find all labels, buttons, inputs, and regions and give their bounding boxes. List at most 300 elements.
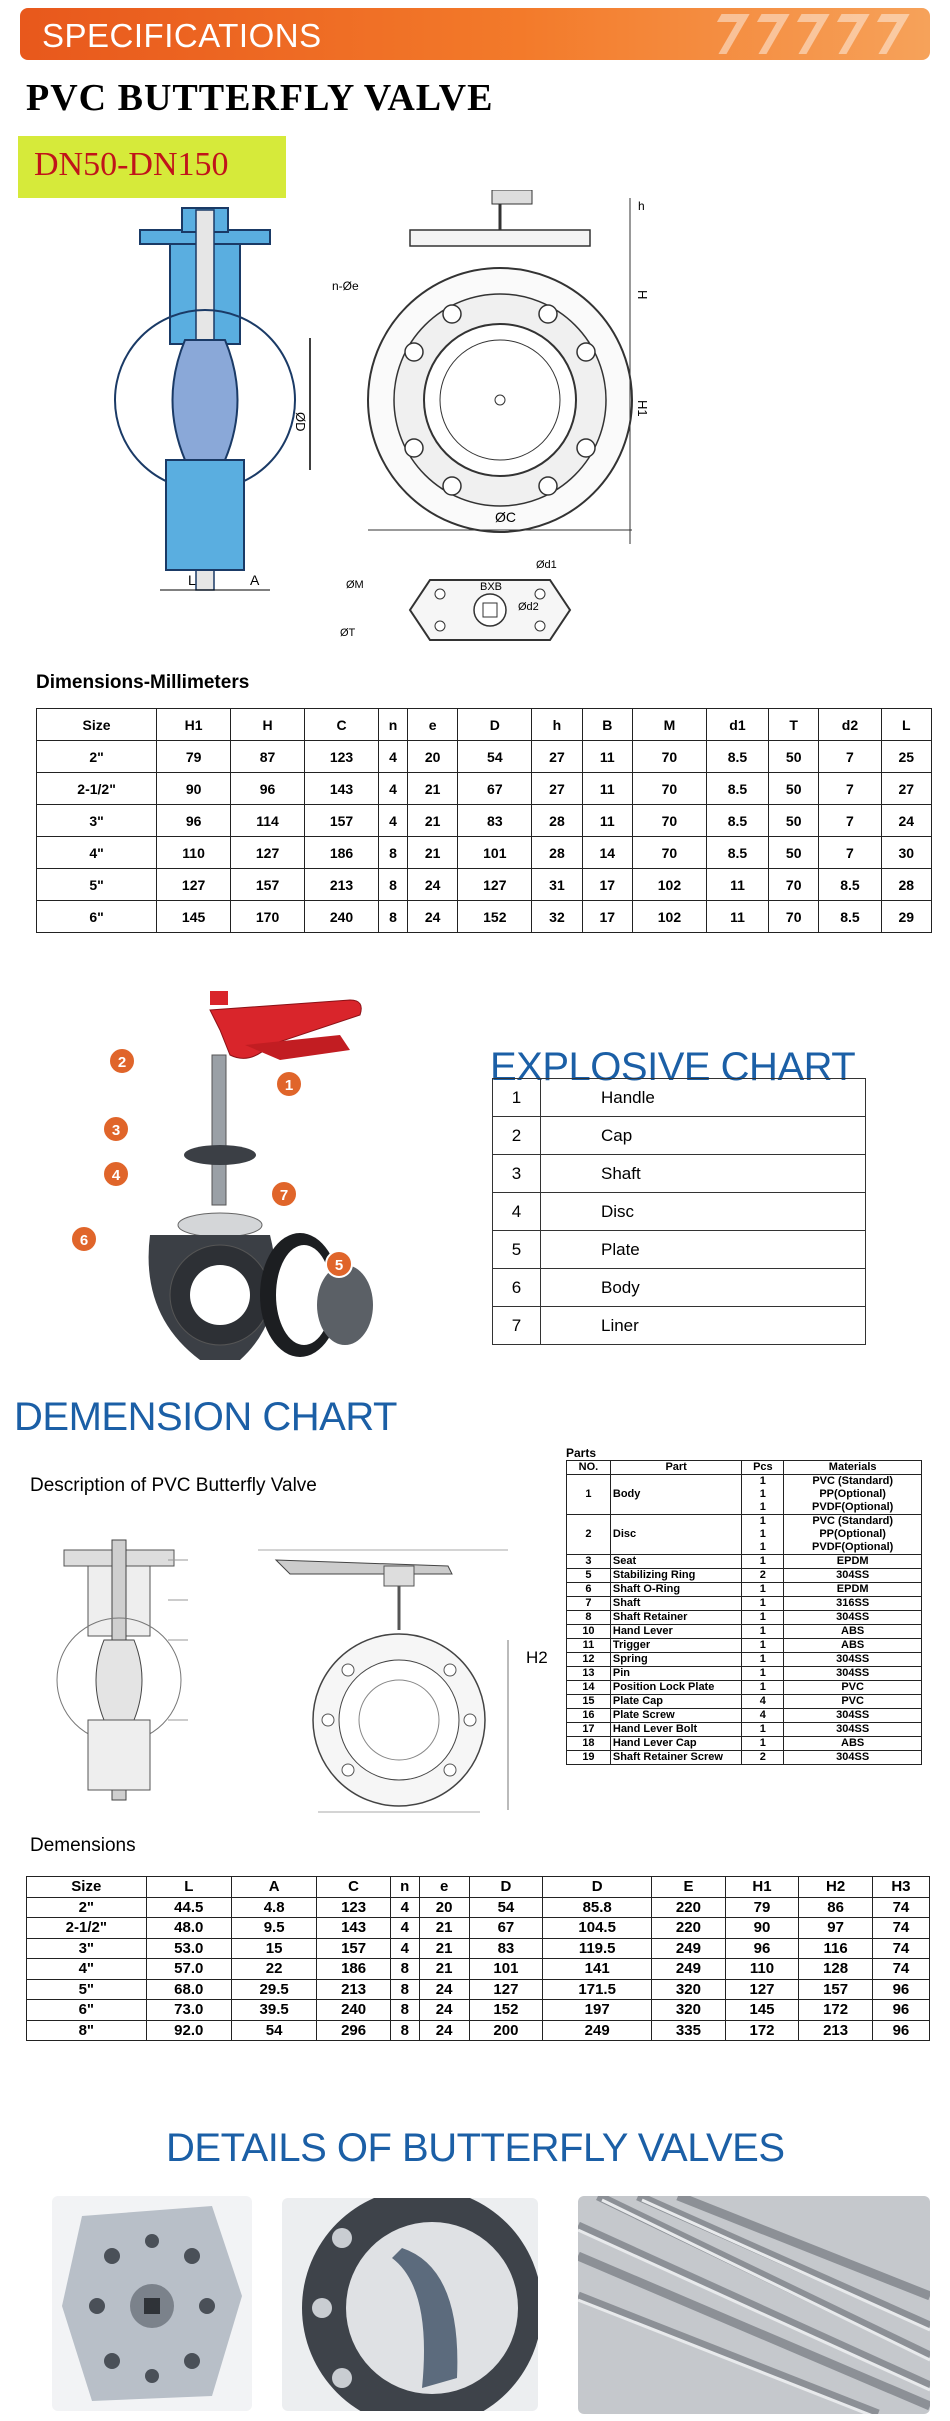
part-name: Plate Screw (610, 1709, 742, 1723)
table-cell: 4 (378, 805, 407, 837)
column-header: D (543, 1877, 652, 1898)
label-A: A (250, 572, 260, 588)
table-cell: 44.5 (146, 1897, 231, 1918)
dimensions2-table (26, 1876, 930, 2041)
material-value: EPDM (836, 1555, 869, 1567)
table-cell: 8.5 (706, 741, 768, 773)
table-cell: 4" (27, 1959, 147, 1980)
details-heading: DETAILS OF BUTTERFLY VALVES (166, 2126, 785, 2170)
specifications-banner (20, 8, 930, 60)
table-cell: 27 (532, 773, 582, 805)
label-C: ØC (495, 509, 516, 525)
side-section-view (115, 208, 310, 590)
table-cell: 335 (652, 2020, 726, 2041)
pcs-value: 1 (759, 1737, 766, 1749)
callout-badge: 2 (108, 1047, 136, 1075)
table-cell: 6" (37, 901, 157, 933)
table-cell: 11 (582, 805, 632, 837)
pcs-value: 1 (759, 1583, 766, 1595)
table-cell: 39.5 (231, 2000, 316, 2021)
table-cell: 240 (305, 901, 379, 933)
table-cell: 145 (725, 2000, 799, 2021)
list-item (493, 1307, 866, 1345)
table-cell: 2-1/2" (27, 1918, 147, 1939)
table-row (567, 1583, 922, 1597)
table-cell: 85.8 (543, 1897, 652, 1918)
table-cell: 240 (317, 2000, 391, 2021)
list-item (493, 1155, 866, 1193)
material-value: PP(Optional) (819, 1488, 886, 1500)
table-header-row (567, 1461, 922, 1475)
material-value: 304SS (836, 1667, 870, 1679)
table-cell: 119.5 (543, 1938, 652, 1959)
table-cell: 21 (408, 773, 458, 805)
table-cell: 200 (469, 2020, 543, 2041)
table-cell: 2" (27, 1897, 147, 1918)
table-cell: 50 (769, 805, 819, 837)
table-cell: 22 (231, 1959, 316, 1980)
table-cell: 172 (725, 2020, 799, 2041)
column-header: H2 (799, 1877, 873, 1898)
column-header: d2 (819, 709, 881, 741)
pcs-value: 4 (759, 1695, 766, 1707)
table-row (567, 1737, 922, 1751)
table-cell: 141 (543, 1959, 652, 1980)
column-header: H1 (157, 709, 231, 741)
part-name: Disc (541, 1193, 866, 1231)
material-value: PVDF(Optional) (812, 1541, 894, 1553)
table-cell: 186 (317, 1959, 391, 1980)
table-cell: 152 (469, 2000, 543, 2021)
part-name: Body (610, 1475, 742, 1515)
column-header: L (881, 709, 931, 741)
size-range-badge: DN50-DN150 (18, 136, 286, 198)
column-header: Pcs (742, 1461, 784, 1475)
front-flange-view (368, 190, 632, 544)
table-cell: 8 (390, 1959, 419, 1980)
part-material (784, 1515, 922, 1555)
material-value: 304SS (836, 1611, 870, 1623)
table-cell: 8 (390, 1979, 419, 2000)
part-pcs (742, 1681, 784, 1695)
pcs-value: 1 (759, 1625, 766, 1637)
part-pcs (742, 1597, 784, 1611)
table-cell: 152 (458, 901, 532, 933)
part-number: 4 (493, 1193, 541, 1231)
table-cell: 70 (769, 901, 819, 933)
label-d1: Ød1 (536, 559, 557, 571)
table-cell: 57.0 (146, 1959, 231, 1980)
table-cell: 8.5 (706, 805, 768, 837)
table-cell: 24 (419, 2000, 469, 2021)
list-item (493, 1193, 866, 1231)
table-cell: 74 (872, 1959, 929, 1980)
part-name: Stabilizing Ring (610, 1569, 742, 1583)
part-material (784, 1597, 922, 1611)
table-cell: 320 (652, 2000, 726, 2021)
table-row (567, 1695, 922, 1709)
part-material (784, 1737, 922, 1751)
table-cell: 67 (469, 1918, 543, 1939)
table-cell: 11 (706, 869, 768, 901)
table-cell: 7 (819, 741, 881, 773)
part-name: Plate Cap (610, 1695, 742, 1709)
list-item (493, 1231, 866, 1269)
column-header: D (469, 1877, 543, 1898)
table-row (27, 1897, 930, 1918)
pcs-value: 1 (759, 1515, 766, 1527)
list-item (493, 1079, 866, 1117)
table-header-row (37, 709, 932, 741)
table-header-row (27, 1877, 930, 1898)
column-header: n (378, 709, 407, 741)
part-material (784, 1569, 922, 1583)
part-name: Hand Lever Bolt (610, 1723, 742, 1737)
table-cell: 4 (390, 1938, 419, 1959)
table-row (567, 1639, 922, 1653)
column-header: e (419, 1877, 469, 1898)
table-cell: 170 (231, 901, 305, 933)
column-header: H3 (872, 1877, 929, 1898)
table-cell: 90 (725, 1918, 799, 1939)
table-cell: 8.5 (706, 773, 768, 805)
table-cell: 30 (881, 837, 931, 869)
table-cell: 116 (799, 1938, 873, 1959)
part-name: Liner (541, 1307, 866, 1345)
table-cell: 4 (390, 1918, 419, 1939)
part-name: Plate (541, 1231, 866, 1269)
table-row (37, 869, 932, 901)
table-cell: 3" (37, 805, 157, 837)
material-value: 304SS (836, 1709, 870, 1721)
part-name: Shaft Retainer (610, 1611, 742, 1625)
part-pcs (742, 1515, 784, 1555)
valve-technical-drawing (100, 190, 920, 660)
table-cell: 83 (458, 805, 532, 837)
label-BXB: BXB (480, 581, 503, 593)
parts-table (566, 1460, 922, 1765)
pcs-value: 1 (759, 1501, 766, 1513)
callout-layer (80, 975, 430, 1380)
part-name: Handle (541, 1079, 866, 1117)
product-title: PVC BUTTERFLY VALVE (26, 77, 494, 119)
table-cell: 2" (37, 741, 157, 773)
table-cell: 127 (231, 837, 305, 869)
demension-technical-drawing (28, 1520, 568, 1820)
part-material (784, 1611, 922, 1625)
label-ne: n-Øe (332, 279, 359, 293)
table-cell: 101 (458, 837, 532, 869)
table-cell: 249 (652, 1938, 726, 1959)
pcs-value: 1 (759, 1528, 766, 1540)
table-cell: 2-1/2" (37, 773, 157, 805)
material-value: PVDF(Optional) (812, 1501, 894, 1513)
part-pcs (742, 1667, 784, 1681)
material-value: 316SS (836, 1597, 870, 1609)
banner-title: SPECIFICATIONS (42, 17, 322, 54)
column-header: Size (27, 1877, 147, 1898)
table-cell: 7 (819, 773, 881, 805)
material-value: 304SS (836, 1569, 870, 1581)
pcs-value: 1 (759, 1555, 766, 1567)
table-cell: 213 (317, 1979, 391, 2000)
part-pcs (742, 1625, 784, 1639)
explosive-chart-heading: EXPLOSIVE CHART (490, 1045, 856, 1089)
material-value: 304SS (836, 1723, 870, 1735)
table-cell: 15 (231, 1938, 316, 1959)
table-cell: 25 (881, 741, 931, 773)
part-name: Hand Lever (610, 1625, 742, 1639)
material-value: 304SS (836, 1751, 870, 1763)
pcs-value: 1 (759, 1611, 766, 1623)
table-row (567, 1625, 922, 1639)
table-cell: 20 (408, 741, 458, 773)
table-cell: 96 (231, 773, 305, 805)
column-header: H1 (725, 1877, 799, 1898)
table-cell: 104.5 (543, 1918, 652, 1939)
part-no: 16 (567, 1709, 611, 1723)
part-number: 7 (493, 1307, 541, 1345)
table-cell: 83 (469, 1938, 543, 1959)
callout-badge: 1 (275, 1070, 303, 1098)
table-row (27, 1938, 930, 1959)
dimensions-mm-table (36, 708, 932, 933)
pcs-value: 1 (759, 1681, 766, 1693)
table-cell: 123 (317, 1897, 391, 1918)
table-row (567, 1667, 922, 1681)
callout-badge: 4 (102, 1160, 130, 1188)
part-name: Trigger (610, 1639, 742, 1653)
table-cell: 5" (37, 869, 157, 901)
part-no: 3 (567, 1555, 611, 1569)
table-cell: 7 (819, 805, 881, 837)
table-cell: 11 (582, 773, 632, 805)
part-number: 2 (493, 1117, 541, 1155)
part-name: Body (541, 1269, 866, 1307)
part-no: 18 (567, 1737, 611, 1751)
part-pcs (742, 1653, 784, 1667)
table-cell: 8 (378, 869, 407, 901)
table-cell: 21 (419, 1938, 469, 1959)
table-row (567, 1555, 922, 1569)
table-cell: 220 (652, 1918, 726, 1939)
material-value: ABS (841, 1625, 865, 1637)
shaft-stock-detail-photo (578, 2196, 930, 2414)
h2-label: H2 (526, 1648, 548, 1667)
part-number: 6 (493, 1269, 541, 1307)
table-cell: 8 (378, 901, 407, 933)
column-header: L (146, 1877, 231, 1898)
part-material (784, 1751, 922, 1765)
part-pcs (742, 1751, 784, 1765)
table-cell: 4.8 (231, 1897, 316, 1918)
part-material (784, 1695, 922, 1709)
table-cell: 17 (582, 901, 632, 933)
table-row (37, 741, 932, 773)
table-row (567, 1475, 922, 1515)
table-cell: 24 (881, 805, 931, 837)
label-M: ØM (346, 579, 364, 591)
part-pcs (742, 1611, 784, 1625)
table-cell: 96 (157, 805, 231, 837)
table-cell: 128 (799, 1959, 873, 1980)
table-cell: 27 (881, 773, 931, 805)
table-cell: 70 (632, 741, 706, 773)
label-H: H (635, 290, 650, 300)
part-no: 10 (567, 1625, 611, 1639)
flange-detail-photo (52, 2196, 252, 2411)
column-header: B (582, 709, 632, 741)
material-value: ABS (841, 1737, 865, 1749)
table-row (567, 1653, 922, 1667)
table-cell: 110 (725, 1959, 799, 1980)
table-cell: 24 (419, 2020, 469, 2041)
column-header: Part (610, 1461, 742, 1475)
part-no: 17 (567, 1723, 611, 1737)
material-value: PVC (841, 1681, 864, 1693)
table-cell: 6" (27, 2000, 147, 2021)
table-cell: 320 (652, 1979, 726, 2000)
material-value: PVC (Standard) (812, 1515, 893, 1527)
table-cell: 29.5 (231, 1979, 316, 2000)
explosive-parts-table (492, 1078, 866, 1345)
part-name: Disc (610, 1515, 742, 1555)
part-name: Seat (610, 1555, 742, 1569)
material-value: ABS (841, 1639, 865, 1651)
table-cell: 87 (231, 741, 305, 773)
table-row (27, 1918, 930, 1939)
label-T: ØT (340, 627, 356, 639)
dimensions2-heading: Demensions (30, 1835, 136, 1856)
table-row (567, 1597, 922, 1611)
column-header: C (317, 1877, 391, 1898)
valve-body-detail-photo (282, 2198, 538, 2411)
part-no: 7 (567, 1597, 611, 1611)
table-cell: 74 (872, 1938, 929, 1959)
table-cell: 54 (458, 741, 532, 773)
table-cell: 8.5 (819, 901, 881, 933)
table-cell: 29 (881, 901, 931, 933)
table-cell: 186 (305, 837, 379, 869)
callout-badge: 6 (70, 1225, 98, 1253)
column-header: n (390, 1877, 419, 1898)
description-label: Description of PVC Butterfly Valve (30, 1475, 317, 1496)
table-cell: 249 (543, 2020, 652, 2041)
table-cell: 220 (652, 1897, 726, 1918)
parts-title: Parts (566, 1446, 597, 1460)
part-name: Pin (610, 1667, 742, 1681)
table-cell: 79 (725, 1897, 799, 1918)
part-pcs (742, 1583, 784, 1597)
table-cell: 20 (419, 1897, 469, 1918)
table-cell: 28 (532, 805, 582, 837)
pcs-value: 1 (759, 1541, 766, 1553)
table-row (567, 1751, 922, 1765)
column-header: T (769, 709, 819, 741)
table-cell: 101 (469, 1959, 543, 1980)
table-cell: 8.5 (706, 837, 768, 869)
table-cell: 31 (532, 869, 582, 901)
table-row (27, 2020, 930, 2041)
column-header: Materials (784, 1461, 922, 1475)
table-row (37, 837, 932, 869)
table-cell: 102 (632, 869, 706, 901)
table-cell: 90 (157, 773, 231, 805)
part-pcs (742, 1695, 784, 1709)
column-header: NO. (567, 1461, 611, 1475)
table-cell: 68.0 (146, 1979, 231, 2000)
pcs-value: 1 (759, 1653, 766, 1665)
table-cell: 127 (458, 869, 532, 901)
table-cell: 7 (819, 837, 881, 869)
part-no: 11 (567, 1639, 611, 1653)
table-cell: 28 (881, 869, 931, 901)
table-cell: 11 (582, 741, 632, 773)
list-item (493, 1117, 866, 1155)
part-no: 15 (567, 1695, 611, 1709)
table-cell: 157 (231, 869, 305, 901)
column-header: E (652, 1877, 726, 1898)
table-cell: 8 (378, 837, 407, 869)
table-cell: 8 (390, 2000, 419, 2021)
table-cell: 53.0 (146, 1938, 231, 1959)
material-value: EPDM (836, 1583, 869, 1595)
table-cell: 50 (769, 741, 819, 773)
part-material (784, 1625, 922, 1639)
part-material (784, 1639, 922, 1653)
part-name: Spring (610, 1653, 742, 1667)
label-L: L (188, 572, 196, 588)
table-cell: 54 (469, 1897, 543, 1918)
part-no: 8 (567, 1611, 611, 1625)
table-cell: 70 (769, 869, 819, 901)
table-cell: 143 (317, 1918, 391, 1939)
part-name: Hand Lever Cap (610, 1737, 742, 1751)
part-pcs (742, 1737, 784, 1751)
pcs-value: 1 (759, 1723, 766, 1735)
callout-badge: 7 (270, 1180, 298, 1208)
demension-chart-heading: DEMENSION CHART (14, 1395, 397, 1439)
table-row (567, 1611, 922, 1625)
table-cell: 32 (532, 901, 582, 933)
table-row (567, 1515, 922, 1555)
callout-badge: 3 (102, 1115, 130, 1143)
table-cell: 197 (543, 2000, 652, 2021)
table-cell: 17 (582, 869, 632, 901)
table-cell: 157 (317, 1938, 391, 1959)
table-row (567, 1723, 922, 1737)
chevron-decor-icon (858, 14, 909, 54)
pcs-value: 1 (759, 1639, 766, 1651)
table-cell: 48.0 (146, 1918, 231, 1939)
table-cell: 50 (769, 837, 819, 869)
part-name: Shaft Retainer Screw (610, 1751, 742, 1765)
part-material (784, 1475, 922, 1515)
table-cell: 70 (632, 773, 706, 805)
table-cell: 70 (632, 805, 706, 837)
part-pcs (742, 1569, 784, 1583)
table-cell: 11 (706, 901, 768, 933)
material-value: PVC (841, 1695, 864, 1707)
table-cell: 145 (157, 901, 231, 933)
part-material (784, 1583, 922, 1597)
part-no: 5 (567, 1569, 611, 1583)
part-pcs (742, 1709, 784, 1723)
table-cell: 96 (725, 1938, 799, 1959)
table-cell: 5" (27, 1979, 147, 2000)
table-cell: 9.5 (231, 1918, 316, 1939)
table-row (27, 1979, 930, 2000)
